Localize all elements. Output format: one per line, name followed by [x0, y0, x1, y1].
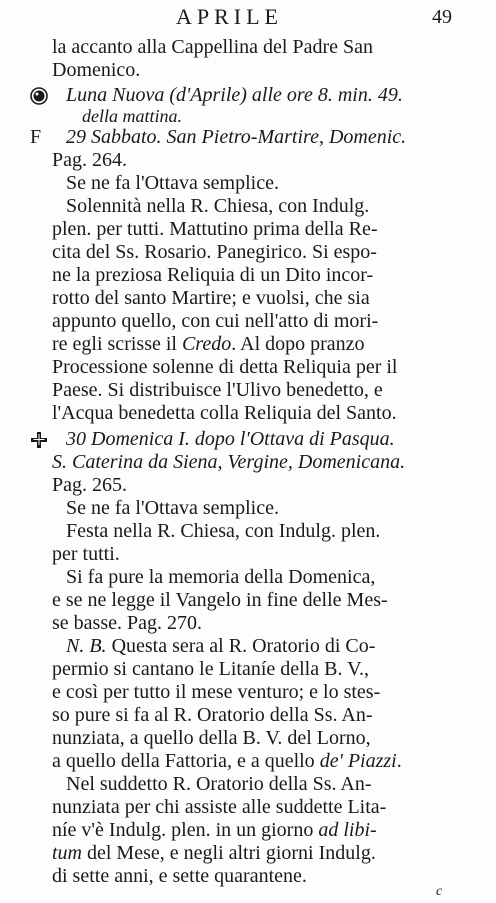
text-line [52, 333, 496, 356]
text-span-italic: de' Piazzi [319, 750, 397, 772]
new-moon-line: Luna Nuova (d'Aprile) alle ore 8. min. 49. [66, 84, 403, 106]
text-span: re egli scrisse il [52, 333, 182, 355]
text-line: appunto quello, con cui nell'atto di mori- [52, 310, 379, 332]
nota-bene-label: N. B. [66, 635, 107, 657]
text-line: e così per tutto il mese venturo; e lo stes- [52, 681, 381, 703]
text-line: Processione solenne di detta Reliquia per il [52, 356, 398, 378]
text-line [52, 819, 496, 842]
text-span: del Mese, e negli altri giorni Indulg. [82, 842, 376, 864]
text-line: Nel suddetto R. Oratorio della Ss. An- [66, 773, 372, 795]
feast-heading-30: 30 Domenica I. dopo l'Ottava di Pasqua. [66, 428, 395, 450]
text-span: Questa sera al R. Oratorio di Co- [106, 635, 376, 657]
text-line: Se ne fa l'Ottava semplice. [66, 172, 279, 194]
text-line: e se ne legge il Vangelo in fine delle Mes- [52, 589, 388, 611]
feast-heading-29: 29 Sabbato. San Pietro-Martire, Domenic. [66, 126, 407, 148]
text-line: la accanto alla Cappellina del Padre San [52, 36, 373, 58]
text-line: della mattina. [82, 106, 182, 126]
text-line: Festa nella R. Chiesa, con Indulg. plen. [66, 520, 381, 542]
text-line: nunziata, a quello della B. V. del Lorno, [52, 727, 371, 749]
text-line: so pure si fa al R. Oratorio della Ss. An- [52, 704, 373, 726]
text-span: . Al dopo pranzo [231, 333, 365, 355]
text-line: Si fa pure la memoria della Domenica, [66, 566, 376, 588]
text-line: Pag. 265. [52, 474, 127, 496]
text-line: nunziata per chi assiste alle suddette Lita- [52, 796, 387, 818]
text-line [52, 750, 496, 773]
text-span-italic: tum [52, 842, 82, 864]
text-line: rotto del santo Martire; e vuolsi, che sia [52, 287, 370, 309]
text-span-italic: Credo [181, 333, 232, 355]
text-line: l'Acqua benedetta colla Reliquia del Santo. [52, 402, 397, 424]
running-head-title: APRILE [176, 4, 283, 29]
signature-mark: c [436, 884, 443, 899]
text-line: cita del Ss. Rosario. Panegirico. Si espo- [52, 241, 377, 263]
text-line: ne la preziosa Reliquia di un Dito incor- [52, 264, 374, 286]
text-line: plen. per tutti. Mattutino prima della Re- [52, 218, 378, 240]
text-line: se basse. Pag. 270. [52, 612, 202, 634]
text-line [52, 842, 496, 865]
text-span: níe v'è Indulg. plen. in un giorno [52, 819, 319, 841]
text-line: Se ne fa l'Ottava semplice. [66, 497, 279, 519]
text-span-italic: ad libi- [318, 819, 377, 841]
new-moon-icon [30, 84, 52, 111]
text-line: permio si cantano le Litaníe della B. V., [52, 658, 369, 680]
text-line: Solennità nella R. Chiesa, con Indulg. [66, 195, 370, 217]
cross-icon [30, 428, 52, 455]
text-line: Pag. 264. [52, 149, 127, 171]
dominical-letter: F [30, 126, 42, 148]
text-line: per tutti. [52, 543, 120, 565]
text-line: Domenico. [52, 59, 141, 81]
page-number: 49 [432, 6, 452, 28]
text-line: S. Caterina da Siena, Vergine, Domenicana. [52, 451, 406, 473]
text-line: di sette anni, e sette quarantene. [52, 865, 307, 887]
text-line [66, 635, 496, 658]
text-span: . [396, 750, 402, 772]
text-span: a quello della Fattoria, e a quello [52, 750, 320, 772]
text-line: Paese. Si distribuisce l'Ulivo benedetto, e [52, 379, 383, 401]
